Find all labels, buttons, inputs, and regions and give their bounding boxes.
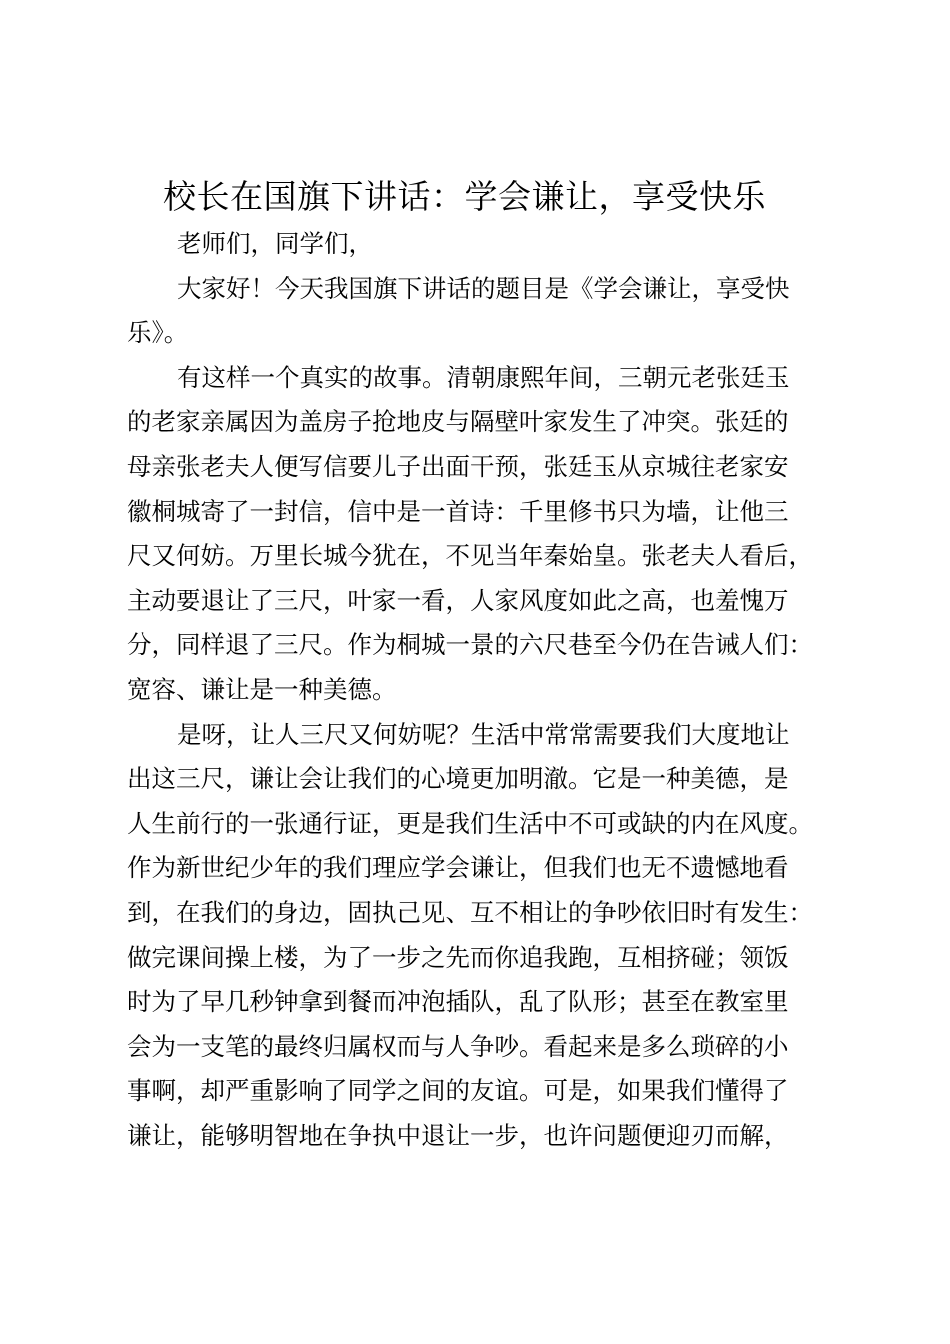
opening-paragraph	[127, 267, 855, 356]
reflection-paragraph	[127, 713, 855, 1159]
paragraph-line: 做完课间操上楼，为了一步之先而你追我跑，互相挤碰；领饭	[127, 942, 789, 972]
paragraph-line: 到，在我们的身边，固执己见、互不相让的争吵依旧时有发生：	[127, 897, 813, 927]
document-page	[127, 172, 855, 1158]
paragraph-line: 主动要退让了三尺，叶家一看，人家风度如此之高，也羞愧万	[127, 585, 789, 615]
paragraph-line: 老师们，同学们，	[177, 229, 373, 258]
paragraph-line: 人生前行的一张通行证，更是我们生活中不可或缺的内在风度。	[127, 808, 813, 838]
paragraph-line: 乐》。	[127, 318, 189, 348]
paragraph-line: 是呀，让人三尺又何妨呢？生活中常常需要我们大度地让	[177, 719, 790, 749]
paragraph-line: 宽容、谦让是一种美德。	[127, 674, 397, 704]
paragraph-line: 母亲张老夫人便写信要儿子出面干预，张廷玉从京城往老家安	[127, 451, 789, 481]
document-title: 校长在国旗下讲话：学会谦让，享受快乐	[163, 177, 766, 216]
paragraph-line: 尺又何妨。万里长城今犹在，不见当年秦始皇。张老夫人看后，	[127, 541, 813, 571]
paragraph-line: 会为一支笔的最终归属权而与人争吵。看起来是多么琐碎的小	[127, 1031, 789, 1061]
paragraph-line: 出这三尺，谦让会让我们的心境更加明澈。它是一种美德，是	[127, 764, 789, 794]
paragraph-line: 作为新世纪少年的我们理应学会谦让，但我们也无不遗憾地看	[127, 853, 789, 883]
paragraph-line: 事啊，却严重影响了同学之间的友谊。可是，如果我们懂得了	[127, 1076, 789, 1106]
paragraph-line: 徽桐城寄了一封信，信中是一首诗：千里修书只为墙，让他三	[127, 496, 789, 526]
paragraph-line: 的老家亲属因为盖房子抢地皮与隔壁叶家发生了冲突。张廷的	[127, 407, 789, 437]
story-paragraph	[127, 356, 855, 713]
greeting-paragraph	[127, 222, 855, 267]
paragraph-line: 大家好！今天我国旗下讲话的题目是《学会谦让，享受快	[177, 273, 790, 303]
paragraph-line: 有这样一个真实的故事。清朝康熙年间，三朝元老张廷玉	[177, 362, 790, 392]
paragraph-line: 谦让，能够明智地在争执中退让一步，也许问题便迎刃而解，	[127, 1120, 789, 1150]
paragraph-line: 分，同样退了三尺。作为桐城一景的六尺巷至今仍在告诫人们：	[127, 630, 813, 660]
paragraph-line: 时为了早几秒钟拿到餐而冲泡插队，乱了队形；甚至在教室里	[127, 987, 789, 1017]
